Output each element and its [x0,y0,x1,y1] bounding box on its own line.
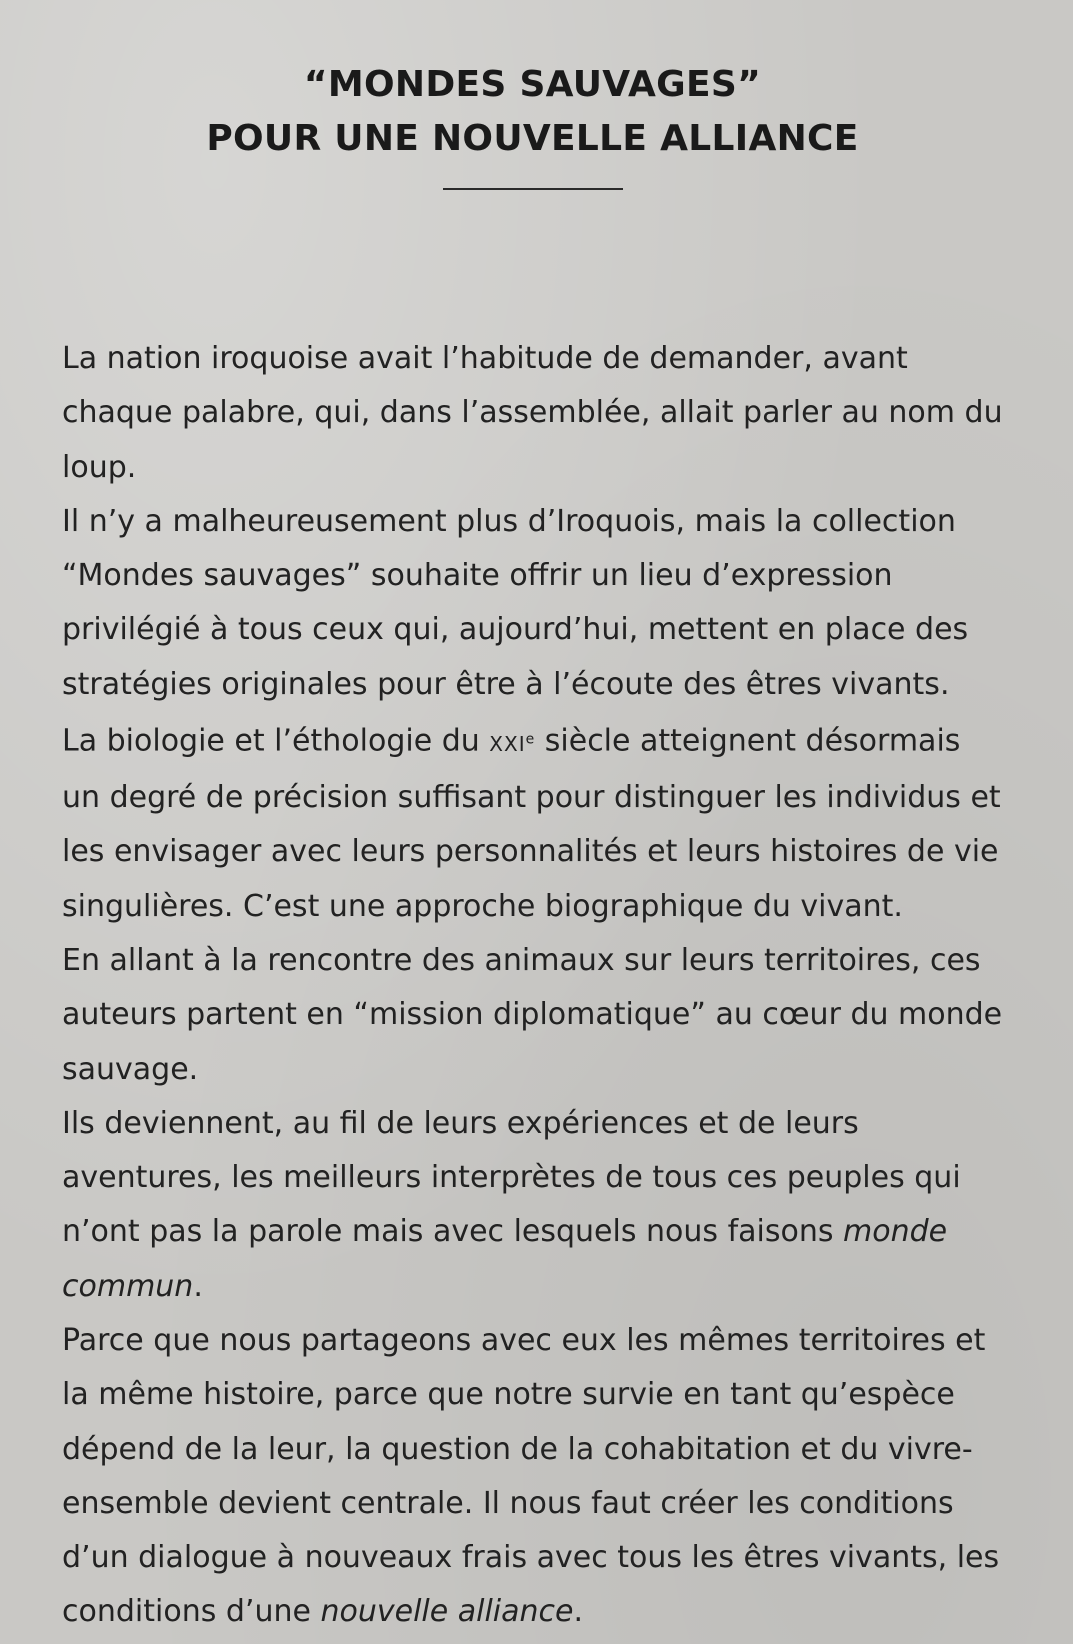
century-numeral [489,732,535,756]
title-divider [443,188,623,190]
paragraph-6-before: Parce que nous partageons avec eux les mêmes territoires et la même histoire, parce que notre survie en tant qu’espèce dépend de la leur, la question de la cohabitation et du vivre-ensemble devient centrale. Il nous faut créer les conditions d’un dialogue à nouveaux frais avec tous les êtres vivants, les conditions d’une [62,1323,1000,1630]
paragraph-3-before: La biologie et l’éthologie du [62,723,490,759]
paragraph-5-italic: monde commun [62,1214,948,1304]
paragraph-5-before: Ils deviennent, au fil de leurs expériences et de leurs aventures, les meilleurs interprètes de tous ces peuples qui n’ont pas la parole mais avec lesquels nous faisons [62,1105,961,1250]
title-line-1: “MONDES SAUVAGES” [303,64,762,105]
paragraph-2: Il n’y a malheureusement plus d’Iroquois, mais la collection “Mondes sauvages” souhaite offrir un lieu d’expression privilégié à tous ceux qui, aujourd’hui, mettent en place des stratégies originales pour être à l’écoute des êtres vivants. [62,503,969,702]
body-text [62,332,1003,1640]
century-roman: XXI [489,731,526,756]
paragraph-4: En allant à la rencontre des animaux sur leurs territoires, ces auteurs partent en “mission diplomatique” au cœur du monde sauvage. [62,942,1003,1087]
century-superscript: e [525,731,536,748]
paragraph-3-after: siècle atteignent désormais un degré de précision suffisant pour distinguer les individus et les envisager avec leurs personnalités et leurs histoires de vie singulières. C’est une approche biographique du vivant. [62,723,1001,924]
paragraph-5 [62,1097,1003,1314]
paragraph-3 [62,712,1003,934]
paragraph-6-after: . [573,1594,584,1630]
paragraph-6-italic: nouvelle alliance [320,1594,574,1630]
paragraph-6 [62,1314,1003,1640]
paragraph-5-after: . [193,1268,203,1304]
title-block [62,0,1003,190]
paragraph-1: La nation iroquoise avait l’habitude de demander, avant chaque palabre, qui, dans l’assemblée, allait parler au nom du loup. [62,341,1003,485]
title-line-2: POUR UNE NOUVELLE ALLIANCE [206,118,859,159]
